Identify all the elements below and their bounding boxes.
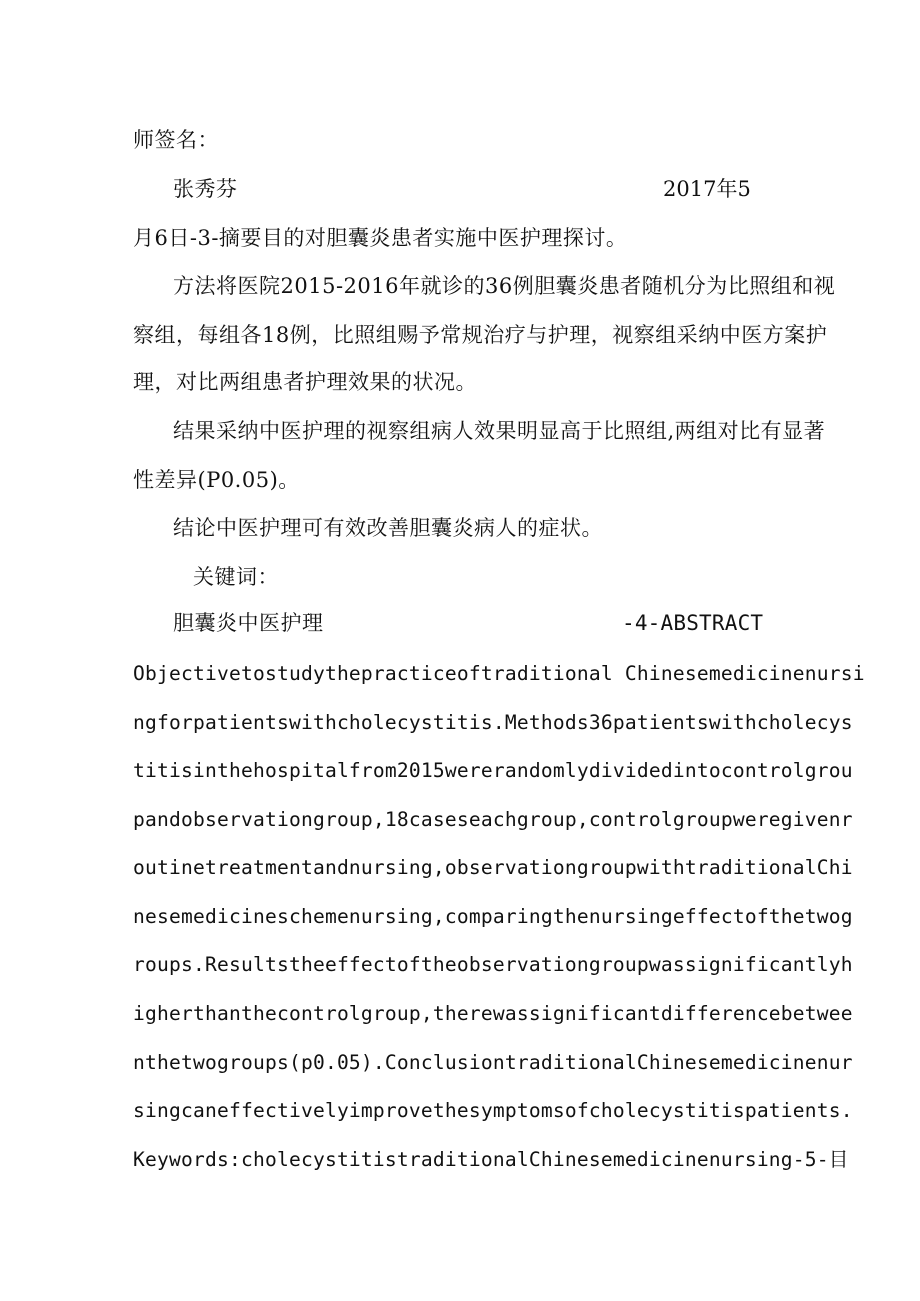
english-abstract-line: nesemedicineschemenursing,comparingthenursingeffectofthetwog bbox=[133, 905, 853, 928]
abstract-heading: -4-ABSTRACT bbox=[622, 611, 764, 635]
methods-line: 方法将医院2015-2016年就诊的36例胆囊炎患者随机分为比照组和视 bbox=[173, 274, 836, 298]
english-abstract-line: igherthanthecontrolgroup,therewassignificantdifferencebetwee bbox=[133, 1002, 853, 1025]
english-abstract-line: outinetreatmentandnursing,observationgroupwithtraditionalChi bbox=[133, 856, 853, 879]
english-abstract-line: titisinthehospitalfrom2015wererandomlydividedintocontrolgrou bbox=[133, 759, 853, 782]
keywords-label: 关键词： bbox=[193, 565, 279, 589]
results-line: 结果采纳中医护理的视察组病人效果明显高于比照组,两组对比有显著 bbox=[173, 419, 826, 443]
methods-line: 察组，每组各18例，比照组赐予常规治疗与护理，视察组采纳中医方案护 bbox=[133, 323, 828, 347]
signature-label: 师签名： bbox=[133, 128, 219, 152]
signer-name: 张秀芬 bbox=[173, 177, 238, 201]
english-abstract-line: Objectivetostudythepracticeoftraditional Chinesemedicinenursi bbox=[133, 662, 865, 685]
results-line: 性差异(P0.05)。 bbox=[133, 468, 300, 492]
keywords-chinese: 胆囊炎中医护理 bbox=[173, 611, 324, 635]
english-abstract-line: ngforpatientswithcholecystitis.Methods36patientswithcholecys bbox=[133, 711, 853, 734]
english-abstract-line: nthetwogroups(p0.05).ConclusiontraditionalChinesemedicinenur bbox=[133, 1051, 853, 1074]
methods-line: 理，对比两组患者护理效果的状况。 bbox=[133, 370, 477, 394]
abstract-objective-line: 月6日-3-摘要目的对胆囊炎患者实施中医护理探讨。 bbox=[133, 226, 628, 250]
english-abstract-line: pandobservationgroup,18caseseachgroup,controlgroupweregivenr bbox=[133, 808, 853, 831]
signature-date: 2017年5 bbox=[663, 177, 751, 201]
english-abstract-line: singcaneffectivelyimprovethesymptomsofcholecystitispatients. bbox=[133, 1099, 853, 1122]
conclusion-line: 结论中医护理可有效改善胆囊炎病人的症状。 bbox=[173, 516, 603, 540]
english-abstract-line: Keywords:cholecystitistraditionalChinesemedicinenursing-5-目 bbox=[133, 1148, 849, 1171]
english-abstract-line: roups.Resultstheeffectoftheobservationgroupwassignificantlyh bbox=[133, 953, 853, 976]
